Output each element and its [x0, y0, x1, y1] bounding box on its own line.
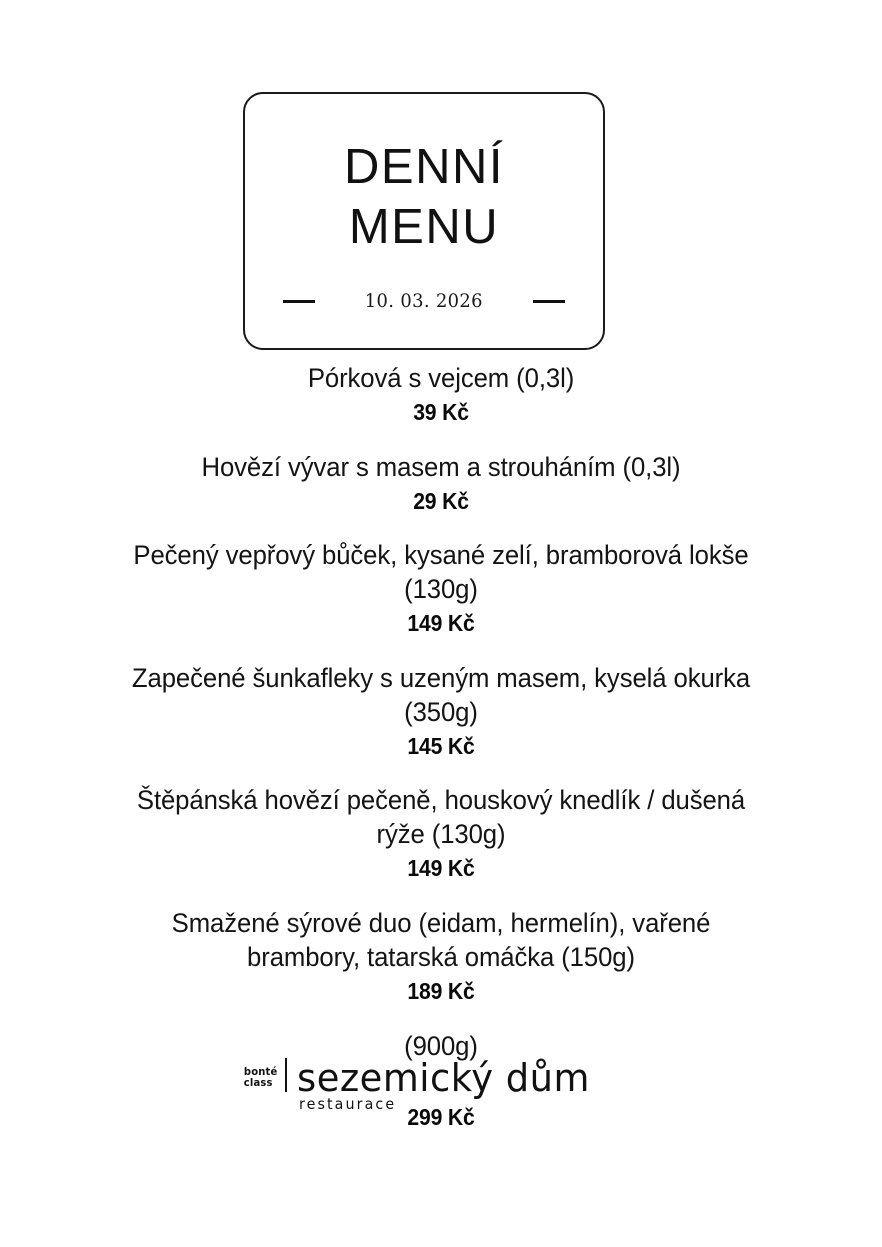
menu-item-name: Hovězí vývar s masem a strouháním (0,3l): [201, 451, 681, 482]
logo-badge: [243, 1058, 287, 1092]
menu-item-price: 149 Kč: [407, 855, 475, 882]
menu-date: 10. 03. 2026: [364, 290, 484, 312]
menu-item-name: Pečený vepřový bůček, kysané zelí, bramborová lokše (130g): [133, 540, 749, 605]
logo-name: sezemický dům: [297, 1056, 591, 1100]
menu-item: [105, 362, 777, 427]
menu-item-price: 189 Kč: [407, 977, 475, 1004]
menu-item: [105, 539, 777, 638]
logo-text-block: [297, 1058, 599, 1112]
menu-item-name: Pórková s vejcem (0,3l): [307, 363, 575, 393]
menu-item: [105, 784, 777, 883]
menu-date-row: [245, 290, 603, 312]
menu-item-price: 39 Kč: [413, 398, 469, 425]
restaurant-logo: [243, 1058, 643, 1120]
menu-item-price: 145 Kč: [407, 732, 475, 759]
menu-item-price: 299 Kč: [407, 1104, 475, 1131]
menu-item-price: 29 Kč: [413, 487, 469, 514]
menu-item: [105, 451, 777, 516]
page-title: [344, 138, 504, 258]
dash-right-icon: [533, 300, 565, 303]
page-title-line-1: DENNÍ: [344, 140, 504, 194]
logo-subtitle: restaurace: [299, 1095, 397, 1113]
menu-list: [105, 362, 777, 1146]
menu-item-name: Smažené sýrové duo (eidam, hermelín), vařené brambory, tatarská omáčka (150g): [171, 908, 711, 972]
menu-item: [105, 907, 777, 1006]
menu-header-card: [243, 92, 605, 350]
logo-badge-line-1: bonté: [243, 1065, 278, 1078]
logo-badge-line-2: class: [243, 1077, 273, 1089]
menu-item: [105, 662, 777, 761]
menu-item-price: 149 Kč: [407, 610, 475, 637]
page-title-line-2: MENU: [348, 199, 500, 254]
menu-item-name: Zapečené šunkafleky s uzeným masem, kyselá okurka (350g): [131, 662, 751, 727]
menu-item-name: Štěpánská hovězí pečeně, houskový knedlík / dušená rýže (130g): [136, 785, 746, 850]
menu-item-name: (900g): [404, 1030, 478, 1061]
dash-left-icon: [283, 300, 315, 303]
